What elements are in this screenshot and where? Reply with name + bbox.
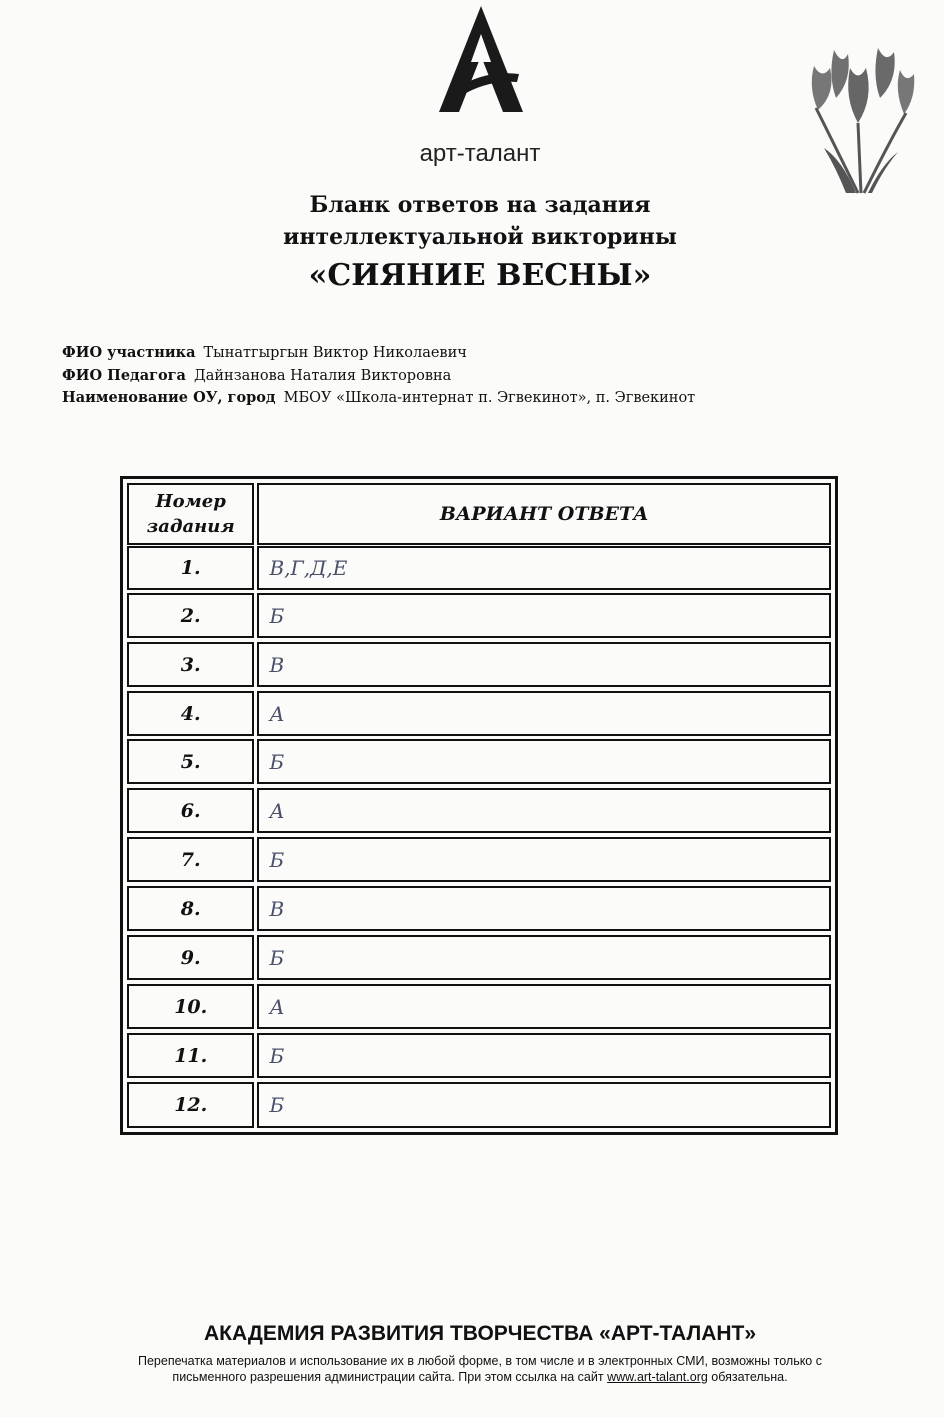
school-label: Наименование ОУ, город bbox=[62, 389, 276, 406]
school-value: МБОУ «Школа-интернат п. Эгвекинот», п. Эгвекинот bbox=[283, 390, 696, 406]
footer-line-2-start: письменного разрешения администрации сайта. При этом ссылка на сайт bbox=[172, 1370, 604, 1384]
answer-cell: Б bbox=[257, 935, 831, 980]
task-number-header-line1: Номер bbox=[155, 491, 226, 512]
table-row bbox=[127, 1082, 831, 1128]
task-number-header-line2: задания bbox=[146, 516, 235, 537]
participant-label: ФИО участника bbox=[62, 344, 196, 361]
answer-header: ВАРИАНТ ОТВЕТА bbox=[257, 483, 831, 545]
teacher-label: ФИО Педагога bbox=[62, 367, 186, 384]
task-number: 7. bbox=[127, 837, 254, 882]
answer-cell: Б bbox=[257, 1033, 831, 1078]
task-number: 6. bbox=[127, 788, 254, 833]
task-number: 12. bbox=[127, 1082, 254, 1128]
art-talant-logo-icon bbox=[437, 4, 525, 116]
table-row bbox=[127, 788, 831, 833]
table-row bbox=[127, 984, 831, 1029]
answer-cell: В bbox=[257, 886, 831, 931]
site-link[interactable]: www.art-talant.org bbox=[607, 1370, 708, 1384]
footer-line-2 bbox=[80, 1369, 880, 1385]
footer-line-2-end: обязательна. bbox=[711, 1370, 788, 1384]
crocus-flower-icon bbox=[806, 28, 916, 198]
table-row bbox=[127, 593, 831, 638]
participant-line bbox=[62, 344, 467, 361]
task-number: 4. bbox=[127, 691, 254, 736]
brand-name: арт-талант bbox=[419, 140, 541, 167]
table-row bbox=[127, 886, 831, 931]
task-number: 9. bbox=[127, 935, 254, 980]
table-row bbox=[127, 691, 831, 736]
table-row bbox=[127, 642, 831, 687]
answer-cell: В,Г,Д,Е bbox=[257, 546, 831, 590]
table-row bbox=[127, 546, 831, 590]
table-row bbox=[127, 837, 831, 882]
answer-cell: Б bbox=[257, 593, 831, 638]
answer-cell: Б bbox=[257, 1082, 831, 1128]
title-line-2: интеллектуальной викторины bbox=[283, 224, 677, 250]
task-number: 10. bbox=[127, 984, 254, 1029]
table-header-row bbox=[127, 483, 831, 545]
task-number: 8. bbox=[127, 886, 254, 931]
title-line-1: Бланк ответов на задания bbox=[309, 192, 651, 218]
answer-cell: А bbox=[257, 691, 831, 736]
teacher-value: Дайнзанова Наталия Викторовна bbox=[193, 368, 452, 384]
answer-cell: В bbox=[257, 642, 831, 687]
task-number: 3. bbox=[127, 642, 254, 687]
participant-value: Тынатгыргын Виктор Николаевич bbox=[203, 345, 467, 361]
table-row bbox=[127, 1033, 831, 1078]
answer-cell: А bbox=[257, 788, 831, 833]
answer-cell: Б bbox=[257, 837, 831, 882]
answer-cell: Б bbox=[257, 739, 831, 784]
answer-cell: А bbox=[257, 984, 831, 1029]
school-line bbox=[62, 389, 695, 406]
teacher-line bbox=[62, 367, 451, 384]
task-number: 11. bbox=[127, 1033, 254, 1078]
table-row bbox=[127, 935, 831, 980]
table-row bbox=[127, 739, 831, 784]
answer-table bbox=[120, 476, 838, 1135]
footer-copyright-notice bbox=[80, 1353, 880, 1385]
quiz-name: «СИЯНИЕ ВЕСНЫ» bbox=[308, 258, 652, 293]
task-number-header bbox=[127, 483, 254, 545]
task-number: 5. bbox=[127, 739, 254, 784]
task-number: 2. bbox=[127, 593, 254, 638]
task-number: 1. bbox=[127, 546, 254, 590]
footer-academy-name: АКАДЕМИЯ РАЗВИТИЯ ТВОРЧЕСТВА «АРТ-ТАЛАНТ» bbox=[203, 1322, 757, 1345]
footer-line-1: Перепечатка материалов и использование их в любой форме, в том числе и в электронных СМИ, возможны только с bbox=[137, 1354, 822, 1368]
